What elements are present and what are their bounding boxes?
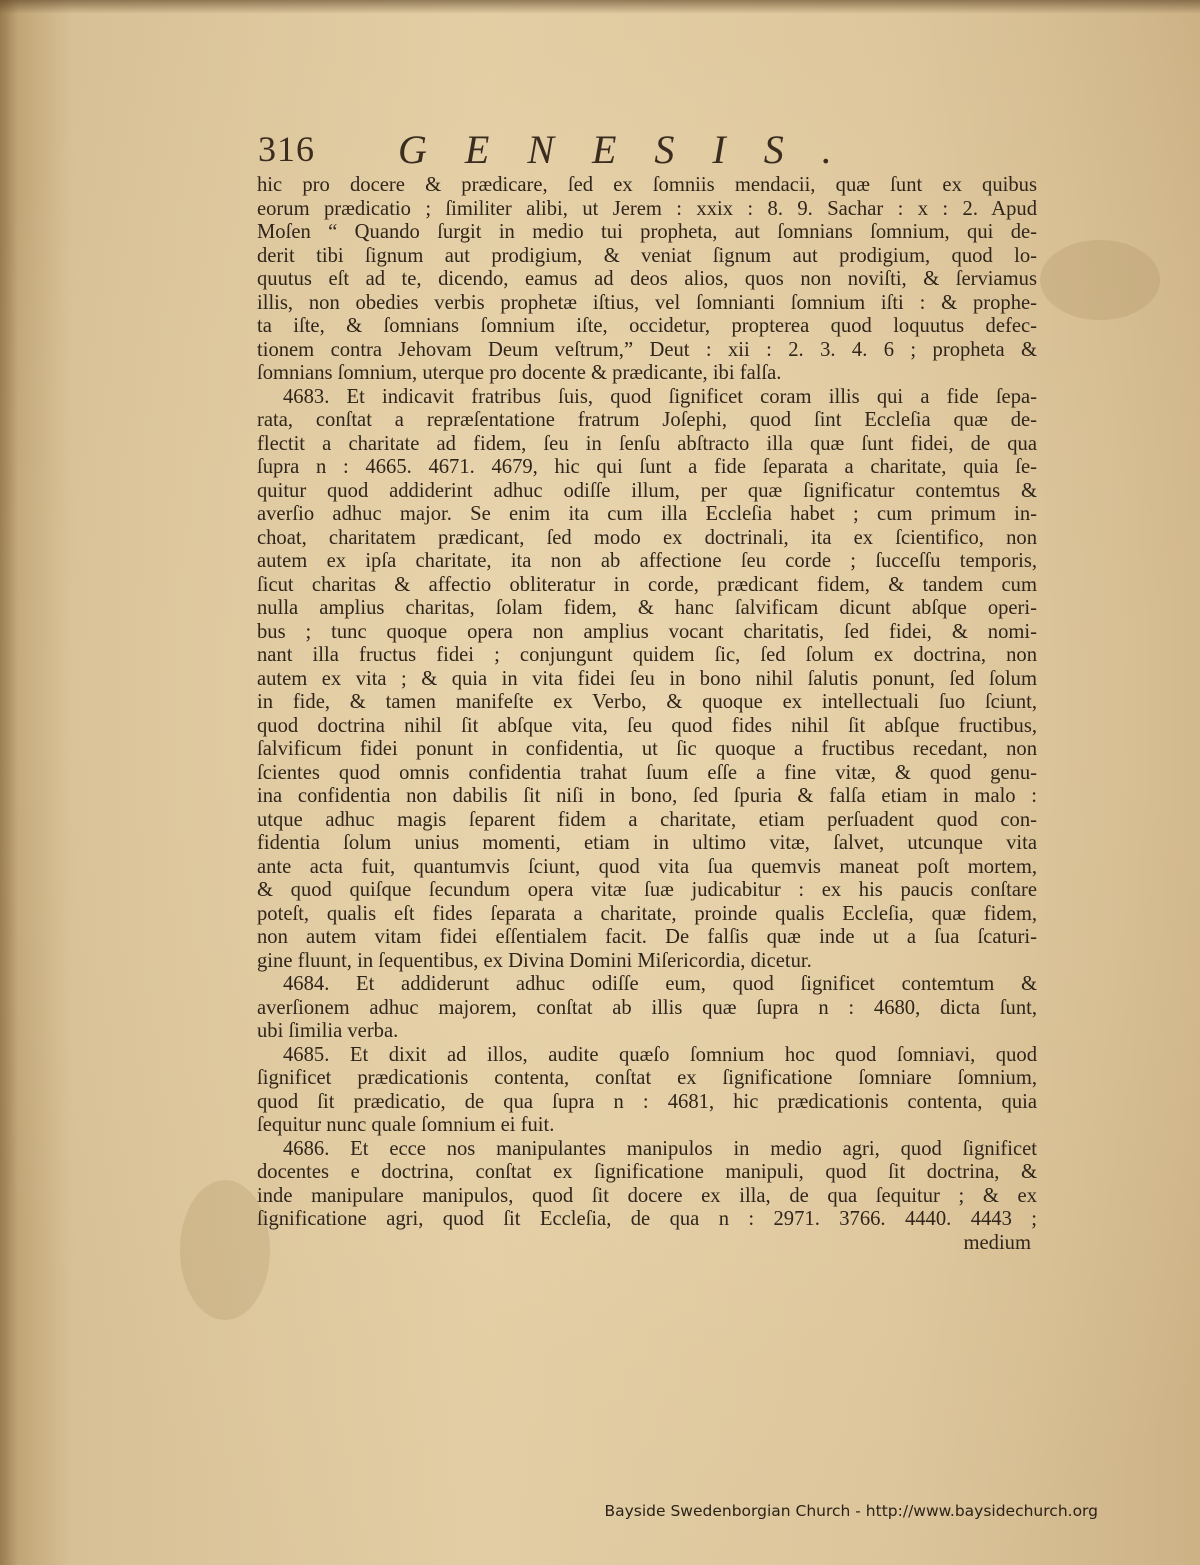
- text-line: ſalvificum fidei ponunt in confidentia, ut ſic quoque a fructibus recedant, non: [257, 738, 1037, 760]
- text-line: hic pro docere & prædicare, ſed ex ſomniis mendacii, quæ ſunt ex quibus: [257, 174, 1037, 196]
- text-line: quod doctrina nihil ſit abſque vita, ſeu quod fides nihil ſit abſque fructibus,: [257, 714, 1037, 737]
- text-line: ta iſte, & ſomnians ſomnium iſte, occidetur, propterea quod loquutus defec-: [257, 315, 1037, 337]
- text-line: choat, charitatem prædicant, ſed modo ex doctrinali, ita ex ſcientifico, non: [257, 526, 1037, 549]
- text-line: averſionem adhuc majorem, conſtat ab illis quæ ſupra n : 4680, dicta ſunt,: [257, 996, 1037, 1019]
- text-line: autem ex vita ; & quia in vita fidei ſeu in bono nihil ſalutis ponunt, ſed ſolum: [257, 667, 1037, 690]
- text-line: quod ſit prædicatio, de qua ſupra n : 4681, hic prædicationis contenta, quia: [257, 1090, 1037, 1113]
- text-line: ſupra n : 4665. 4671. 4679, hic qui ſunt a fide ſeparata a charitate, quia ſe-: [257, 456, 1037, 478]
- binding-shadow-left: [0, 0, 18, 1565]
- text-line: docentes e doctrina, conſtat ex ſignificatione manipuli, quod ſit doctrina, &: [257, 1161, 1037, 1183]
- text-line: quutus eſt ad te, dicendo, eamus ad deos alios, quos non noviſti, & ſerviamus: [257, 268, 1037, 290]
- text-line: averſio adhuc major. Se enim ita cum illa Eccleſia habet ; cum primum in-: [257, 503, 1037, 525]
- text-line: 4683. Et indicavit fratribus ſuis, quod ſignificet coram illis qui a fide ſepa-: [283, 385, 1037, 408]
- text-line: poteſt, qualis eſt fides ſeparata a charitate, proinde qualis Eccleſia, quæ fidem,: [257, 902, 1037, 925]
- text-line: ſomnians ſomnium, uterque pro docente & prædicante, ibi falſa.: [257, 362, 782, 384]
- text-line: utque adhuc magis ſeparent fidem a charitate, etiam perſuadent quod con-: [257, 808, 1037, 831]
- text-line: fidentia ſolum unius momenti, etiam in ultimo vitæ, ſalvet, utcunque vita: [257, 832, 1037, 854]
- text-line: ante acta fuit, quantumvis ſciunt, quod vita ſua quemvis maneat poſt mortem,: [257, 855, 1037, 878]
- text-line: illis, non obedies verbis prophetæ iſtius, vel ſomnianti ſomnium iſti : & prophe-: [257, 291, 1037, 314]
- text-line: nant illa fructus fidei ; conjungunt quidem ſic, ſed ſolum ex doctrina, non: [257, 644, 1037, 666]
- text-line: autem ex ipſa charitate, ita non ab affectione ſeu corde ; ſucceſſu temporis,: [257, 550, 1037, 572]
- running-title: GENESIS.: [398, 127, 870, 172]
- text-line: ina confidentia non dabilis ſit niſi in bono, ſed ſpuria & falſa etiam in malo :: [257, 785, 1037, 807]
- text-line: inde manipulare manipulos, quod ſit docere ex illa, de qua ſequitur ; & ex: [257, 1184, 1037, 1207]
- text-line: eorum prædicatio ; ſimiliter alibi, ut Jerem : xxix : 8. 9. Sachar : x : 2. Apud: [257, 197, 1037, 220]
- text-line: ubi ſimilia verba.: [257, 1020, 399, 1042]
- text-line: ſcientes quod omnis confidentia trahat ſuum eſſe a fine vitæ, & quod genu-: [257, 761, 1037, 784]
- text-line: 4685. Et dixit ad illos, audite quæſo ſomnium hoc quod ſomniavi, quod: [283, 1043, 1037, 1066]
- text-line: rata, conſtat a repræſentatione fratrum Joſephi, quod ſint Eccleſia quæ de-: [257, 409, 1037, 431]
- text-line: quitur quod addiderint adhuc odiſſe illum, per quæ ſignificatur contemtus &: [257, 479, 1037, 502]
- text-line: ſequitur nunc quale ſomnium ei fuit.: [257, 1114, 555, 1136]
- text-line: derit tibi ſignum aut prodigium, & veniat ſignum aut prodigium, quod lo-: [257, 244, 1037, 267]
- text-line: bus ; tunc quoque opera non amplius vocant charitatis, ſed fidei, & nomi-: [257, 620, 1037, 643]
- text-line: 4686. Et ecce nos manipulantes manipulos in medio agri, quod ſignificet: [283, 1137, 1037, 1160]
- text-line: flectit a charitate ad fidem, ſeu in ſenſu abſtracto illa quæ ſunt fidei, de qua: [257, 432, 1037, 455]
- text-line: ſignificet prædicationis contenta, conſtat ex ſignificatione ſomniare ſomnium,: [257, 1067, 1037, 1089]
- binding-shadow-top: [0, 0, 1200, 14]
- text-line: in fide, & tamen manifeſte ex Verbo, & quoque ex intellectuali ſuo ſciunt,: [257, 691, 1037, 713]
- body-text: [257, 174, 1037, 1255]
- text-line: Moſen “ Quando ſurgit in medio tui propheta, aut ſomnians ſomnium, qui de-: [257, 221, 1037, 243]
- text-line: tionem contra Jehovam Deum veſtrum,” Deut : xii : 2. 3. 4. 6 ; propheta &: [257, 338, 1037, 361]
- text-line: gine fluunt, in ſequentibus, ex Divina Domini Miſericordia, dicetur.: [257, 949, 812, 972]
- paper-stain: [1040, 240, 1160, 320]
- text-line: & quod quiſque ſecundum opera vitæ ſuæ judicabitur : ex his paucis conſtare: [257, 879, 1037, 901]
- page-header: [258, 122, 998, 172]
- text-line: ſignificatione agri, quod ſit Eccleſia, de qua n : 2971. 3766. 4440. 4443 ;: [257, 1208, 1037, 1230]
- text-line: non autem vitam fidei eſſentialem facit. De falſis quæ inde ut a ſua ſcaturi-: [257, 926, 1037, 948]
- page-number: 316: [258, 129, 315, 169]
- footer-credit[interactable]: Bayside Swedenborgian Church - http://www.baysidechurch.org: [604, 1502, 1098, 1520]
- text-line: nulla amplius charitas, ſolam fidem, & hanc ſalvificam dicunt abſque operi-: [257, 597, 1037, 619]
- text-line: ſicut charitas & affectio obliteratur in corde, prædicant fidem, & tandem cum: [257, 573, 1037, 596]
- text-line: 4684. Et addiderunt adhuc odiſſe eum, quod ſignificet contemtum &: [283, 973, 1037, 995]
- catchword: medium: [963, 1231, 1031, 1254]
